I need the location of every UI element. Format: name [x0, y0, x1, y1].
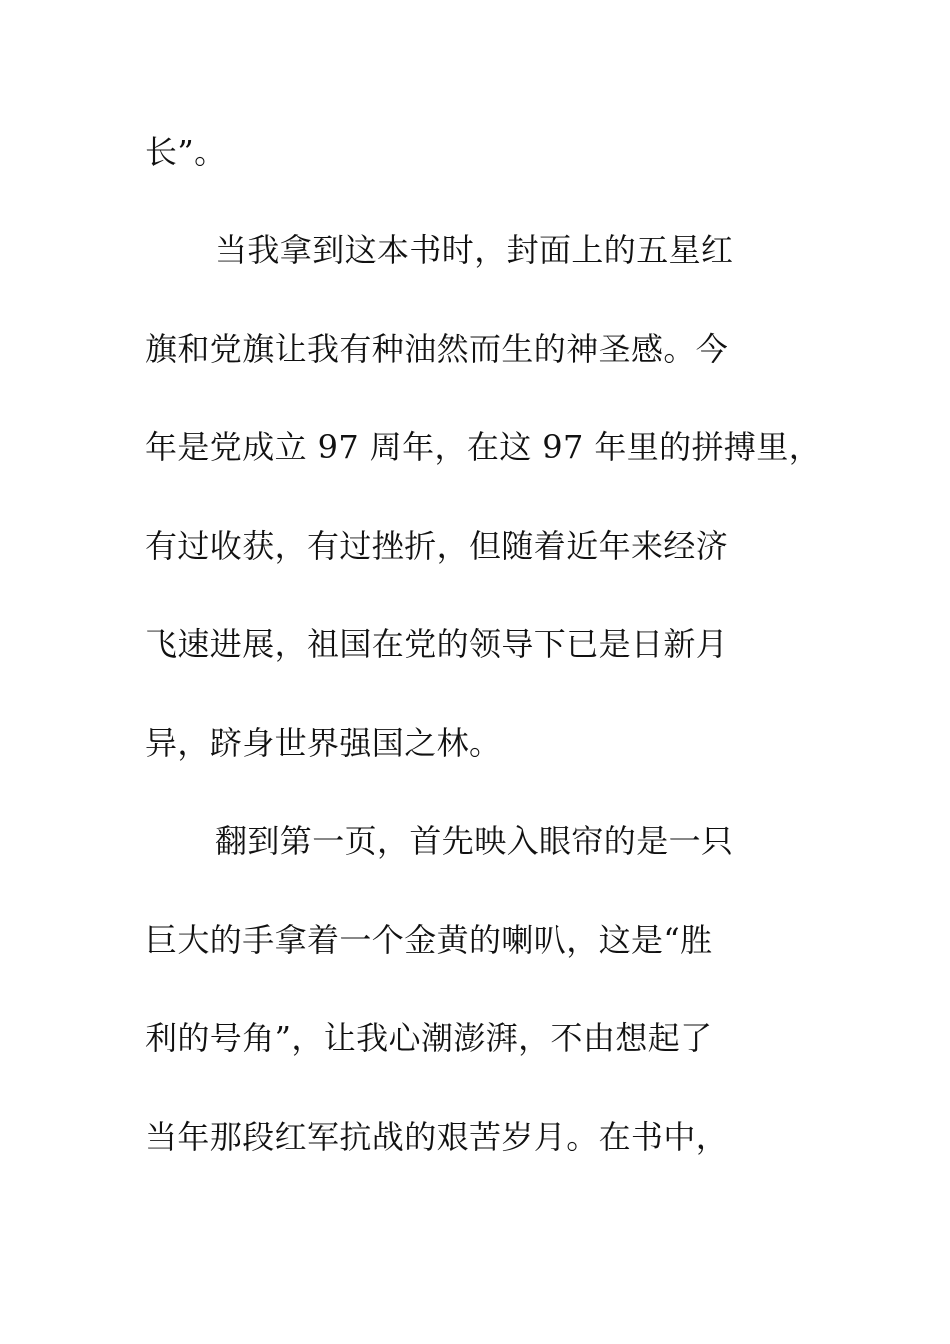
- text-line: 巨大的手拿着一个金黄的喇叭，这是“胜: [145, 921, 713, 959]
- text-line: 有过收获，有过挫折，但随着近年来经济: [145, 527, 729, 565]
- text-line: 利的号角”，让我心潮澎湃，不由想起了: [145, 1019, 713, 1057]
- paragraph-first-line: 当我拿到这本书时，封面上的五星红: [215, 231, 734, 269]
- text-line: 旗和党旗让我有种油然而生的神圣感。今: [145, 330, 729, 368]
- text-line: 飞速进展，祖国在党的领导下已是日新月: [145, 625, 729, 663]
- text-line: 当年那段红军抗战的艰苦岁月。在书中，: [145, 1118, 729, 1156]
- text-line: 年是党成立 97 周年，在这 97 年里的拼搏里，: [145, 428, 822, 466]
- text-line: 长”。: [145, 133, 227, 171]
- text-line: 异，跻身世界强国之林。: [145, 724, 502, 762]
- paragraph-first-line: 翻到第一页，首先映入眼帘的是一只: [215, 822, 734, 860]
